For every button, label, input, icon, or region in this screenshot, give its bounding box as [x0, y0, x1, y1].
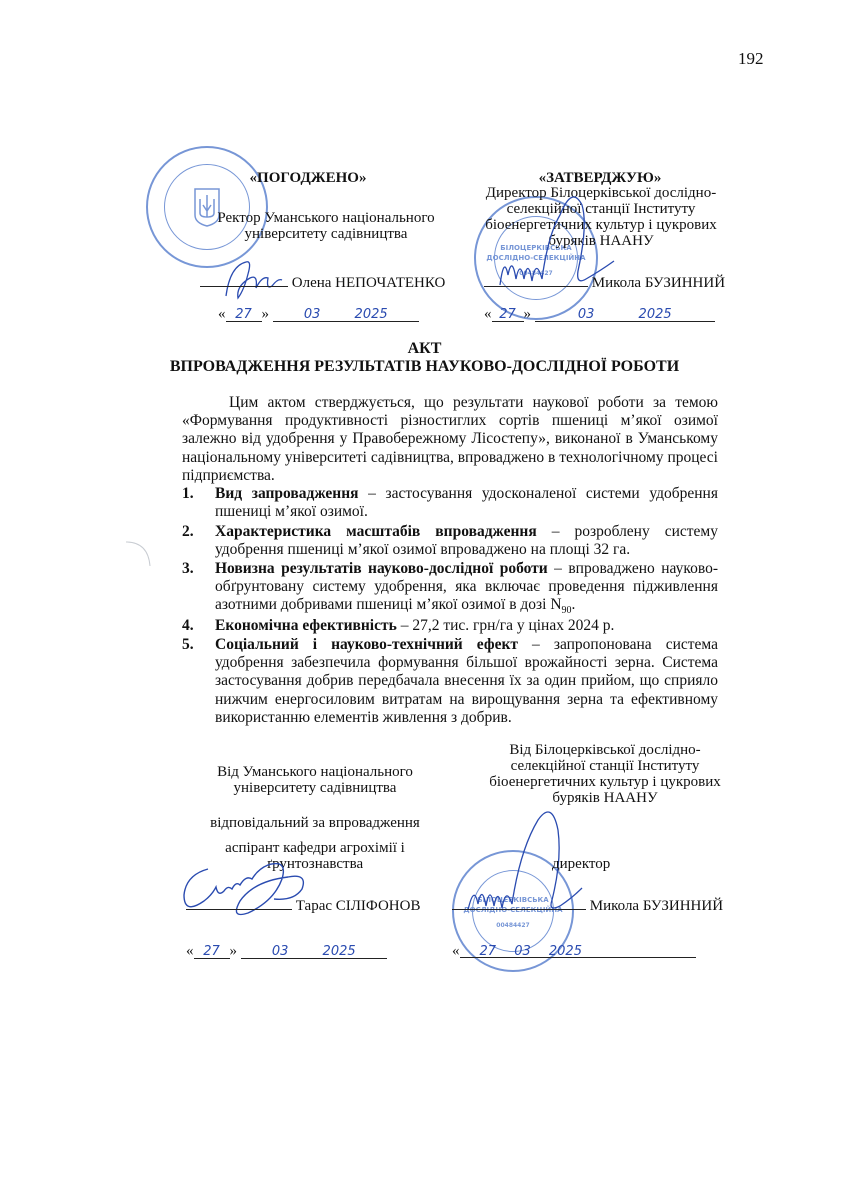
- director-position: Директор Білоцерківської дослідно- селекційної станції Інституту біоенергетичних культур і цукрових буряків НААНУ: [485, 185, 717, 249]
- list-item-1: 1. Вид запровадження – застосування удосконаленої системи удобрення пшениці м’якої озимої.: [182, 485, 718, 521]
- intro-paragraph: Цим актом стверджується, що результати наукової роботи за темою «Формування продуктивності різностиглих сортів пшениці м’якої озимої залежно від удобрення у Правобережному Лісостепу», виконаної в Уманському національному університеті садівництва, впроваджено в технологічному процесі підприємства.: [182, 394, 718, 484]
- list-item-2: 2. Характеристика масштабів впровадження – розроблену систему удобрення пшениці м’якої озимої впроваджено на площі 32 га.: [182, 523, 718, 559]
- page-number: 192: [738, 49, 764, 68]
- document-subtitle: ВПРОВАДЖЕННЯ РЕЗУЛЬТАТІВ НАУКОВО-ДОСЛІДНОЇ РОБОТИ: [169, 358, 680, 375]
- rector-position: Ректор Уманського національного університету садівництва: [217, 210, 435, 242]
- director-signature: [490, 175, 630, 325]
- university-footer: Від Уманського національного університету садівництва відповідальний за впровадження аспірант кафедри агрохімії і ґрунтознавства: [180, 764, 450, 872]
- approval-date: « 27 » 03 2025: [218, 306, 419, 323]
- university-stamp: [146, 146, 268, 268]
- director-footer-signature-line: [452, 895, 723, 915]
- footer-left-date: « 27 » 03 2025: [186, 943, 387, 960]
- director-role: директор: [552, 856, 611, 872]
- footer-right-date: « 27 03 2025: [452, 943, 696, 960]
- responsible-role: відповідальний за впровадження: [210, 815, 420, 831]
- list-item-4: 4. Економічна ефективність – 27,2 тис. грн/га у цінах 2024 р.: [182, 617, 615, 634]
- document-title: АКТ: [407, 340, 442, 357]
- station-stamp: БІЛОЦЕРКІВСЬКА ДОСЛІДНО-СЕЛЕКЦІЙНА 00484427: [474, 196, 598, 320]
- list-item-5: 5. Соціальний і науково-технічний ефект – запропонована система удобрення забезпечила формування більшої врожайності зерна. Система застосування добрив передбачала внесення їх за один прийом, що сприяло нижчим енергосиловим витратам на вирощування зерна та ефективному використанню елементів живлення з добрив.: [182, 636, 718, 726]
- list-item-3: 3. Новизна результатів науково-дослідної роботи – впроваджено науково-обґрунтовану систему удобрення, яка включає проведення підживлення азотними добривами пшениці м’якої озимої в дозі $N_{90}$.: [182, 560, 718, 617]
- director-name: Микола БУЗИННИЙ: [591, 275, 726, 291]
- approve-date: « 27 » 03 2025: [484, 306, 715, 323]
- rector-name: Олена НЕПОЧАТЕНКО: [291, 275, 446, 291]
- director-signature-line: [484, 272, 725, 292]
- scan-artifact: [124, 538, 164, 578]
- station-footer-stamp: БІЛОЦЕРКІВСЬКА ДОСЛІДНО-СЕЛЕКЦІЙНА 00484427: [452, 850, 574, 972]
- station-footer: Від Білоцерківської дослідно- селекційної станції Інституту біоенергетичних культур і цукрових буряків НААНУ: [489, 742, 721, 806]
- director-footer-name: Микола БУЗИННИЙ: [589, 898, 724, 914]
- approval-label: «ПОГОДЖЕНО»: [249, 170, 367, 186]
- postgrad-name: Тарас СІЛІФОНОВ: [295, 898, 421, 914]
- approve-label: «ЗАТВЕРДЖУЮ»: [538, 170, 662, 186]
- rector-signature-line: [200, 272, 445, 292]
- postgrad-signature-line: [186, 895, 420, 915]
